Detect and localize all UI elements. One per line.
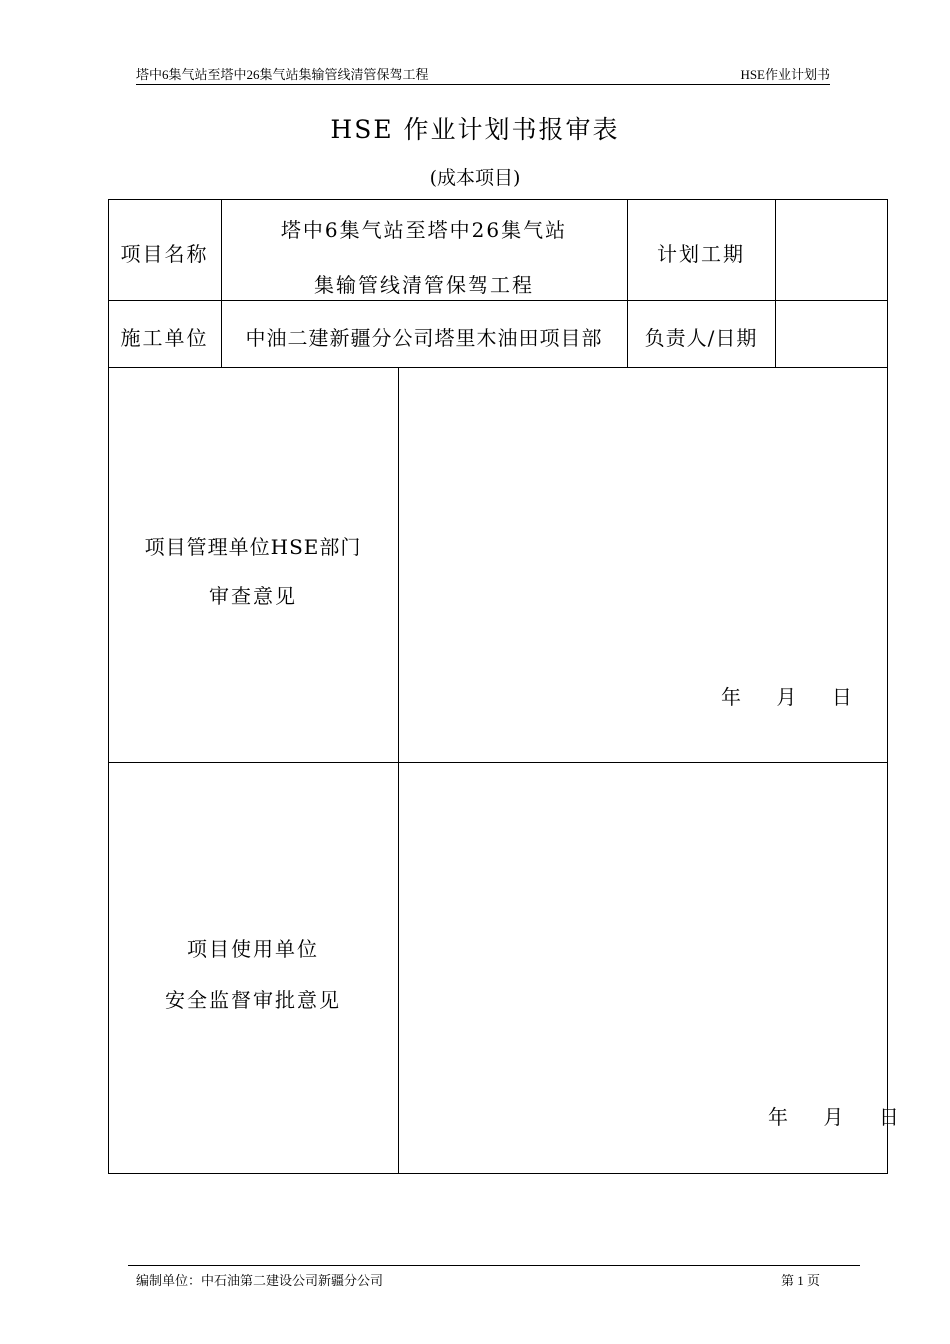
project-name-value-line2: 集输管线清管保驾工程 [314, 273, 534, 297]
project-name-label: 项目名称 [120, 242, 209, 266]
review-date: 年 月 日 [721, 685, 854, 709]
table-border-top [108, 199, 888, 200]
approve-date: 年 月 日 [768, 1105, 901, 1129]
footer-page-number: 第 1 页 [781, 1273, 821, 1288]
document-subtitle: (成本项目) [429, 167, 521, 189]
responsible-date-label: 负责人/日期 [644, 326, 758, 350]
approve-label-line1: 项目使用单位 [187, 937, 319, 961]
footer-compiler: 编制单位：中石油第二建设公司新疆分公司 [136, 1273, 384, 1288]
header-doc-type: HSE作业计划书 [740, 67, 830, 82]
review-label-line2: 审查意见 [209, 584, 297, 608]
table-border-bottom [108, 1173, 888, 1174]
responsible-date-value[interactable] [776, 322, 887, 346]
footer-divider [128, 1265, 860, 1266]
plan-period-value[interactable] [776, 238, 887, 262]
approve-label-line2: 安全监督审批意见 [165, 988, 341, 1012]
table-border-right [887, 199, 888, 1174]
page-header [136, 68, 830, 85]
document-title: HSE 作业计划书报审表 [330, 115, 620, 144]
plan-period-label: 计划工期 [657, 242, 745, 266]
project-name-value-line1: 塔中6集气站至塔中26集气站 [280, 218, 568, 242]
header-project-title: 塔中6集气站至塔中26集气站集输管线清管保驾工程 [136, 67, 429, 82]
review-label-line1: 项目管理单位HSE部门 [144, 535, 362, 559]
table-row-divider [108, 300, 888, 301]
contractor-value: 中油二建新疆分公司塔里木油田项目部 [245, 326, 603, 350]
contractor-label: 施工单位 [120, 326, 209, 350]
